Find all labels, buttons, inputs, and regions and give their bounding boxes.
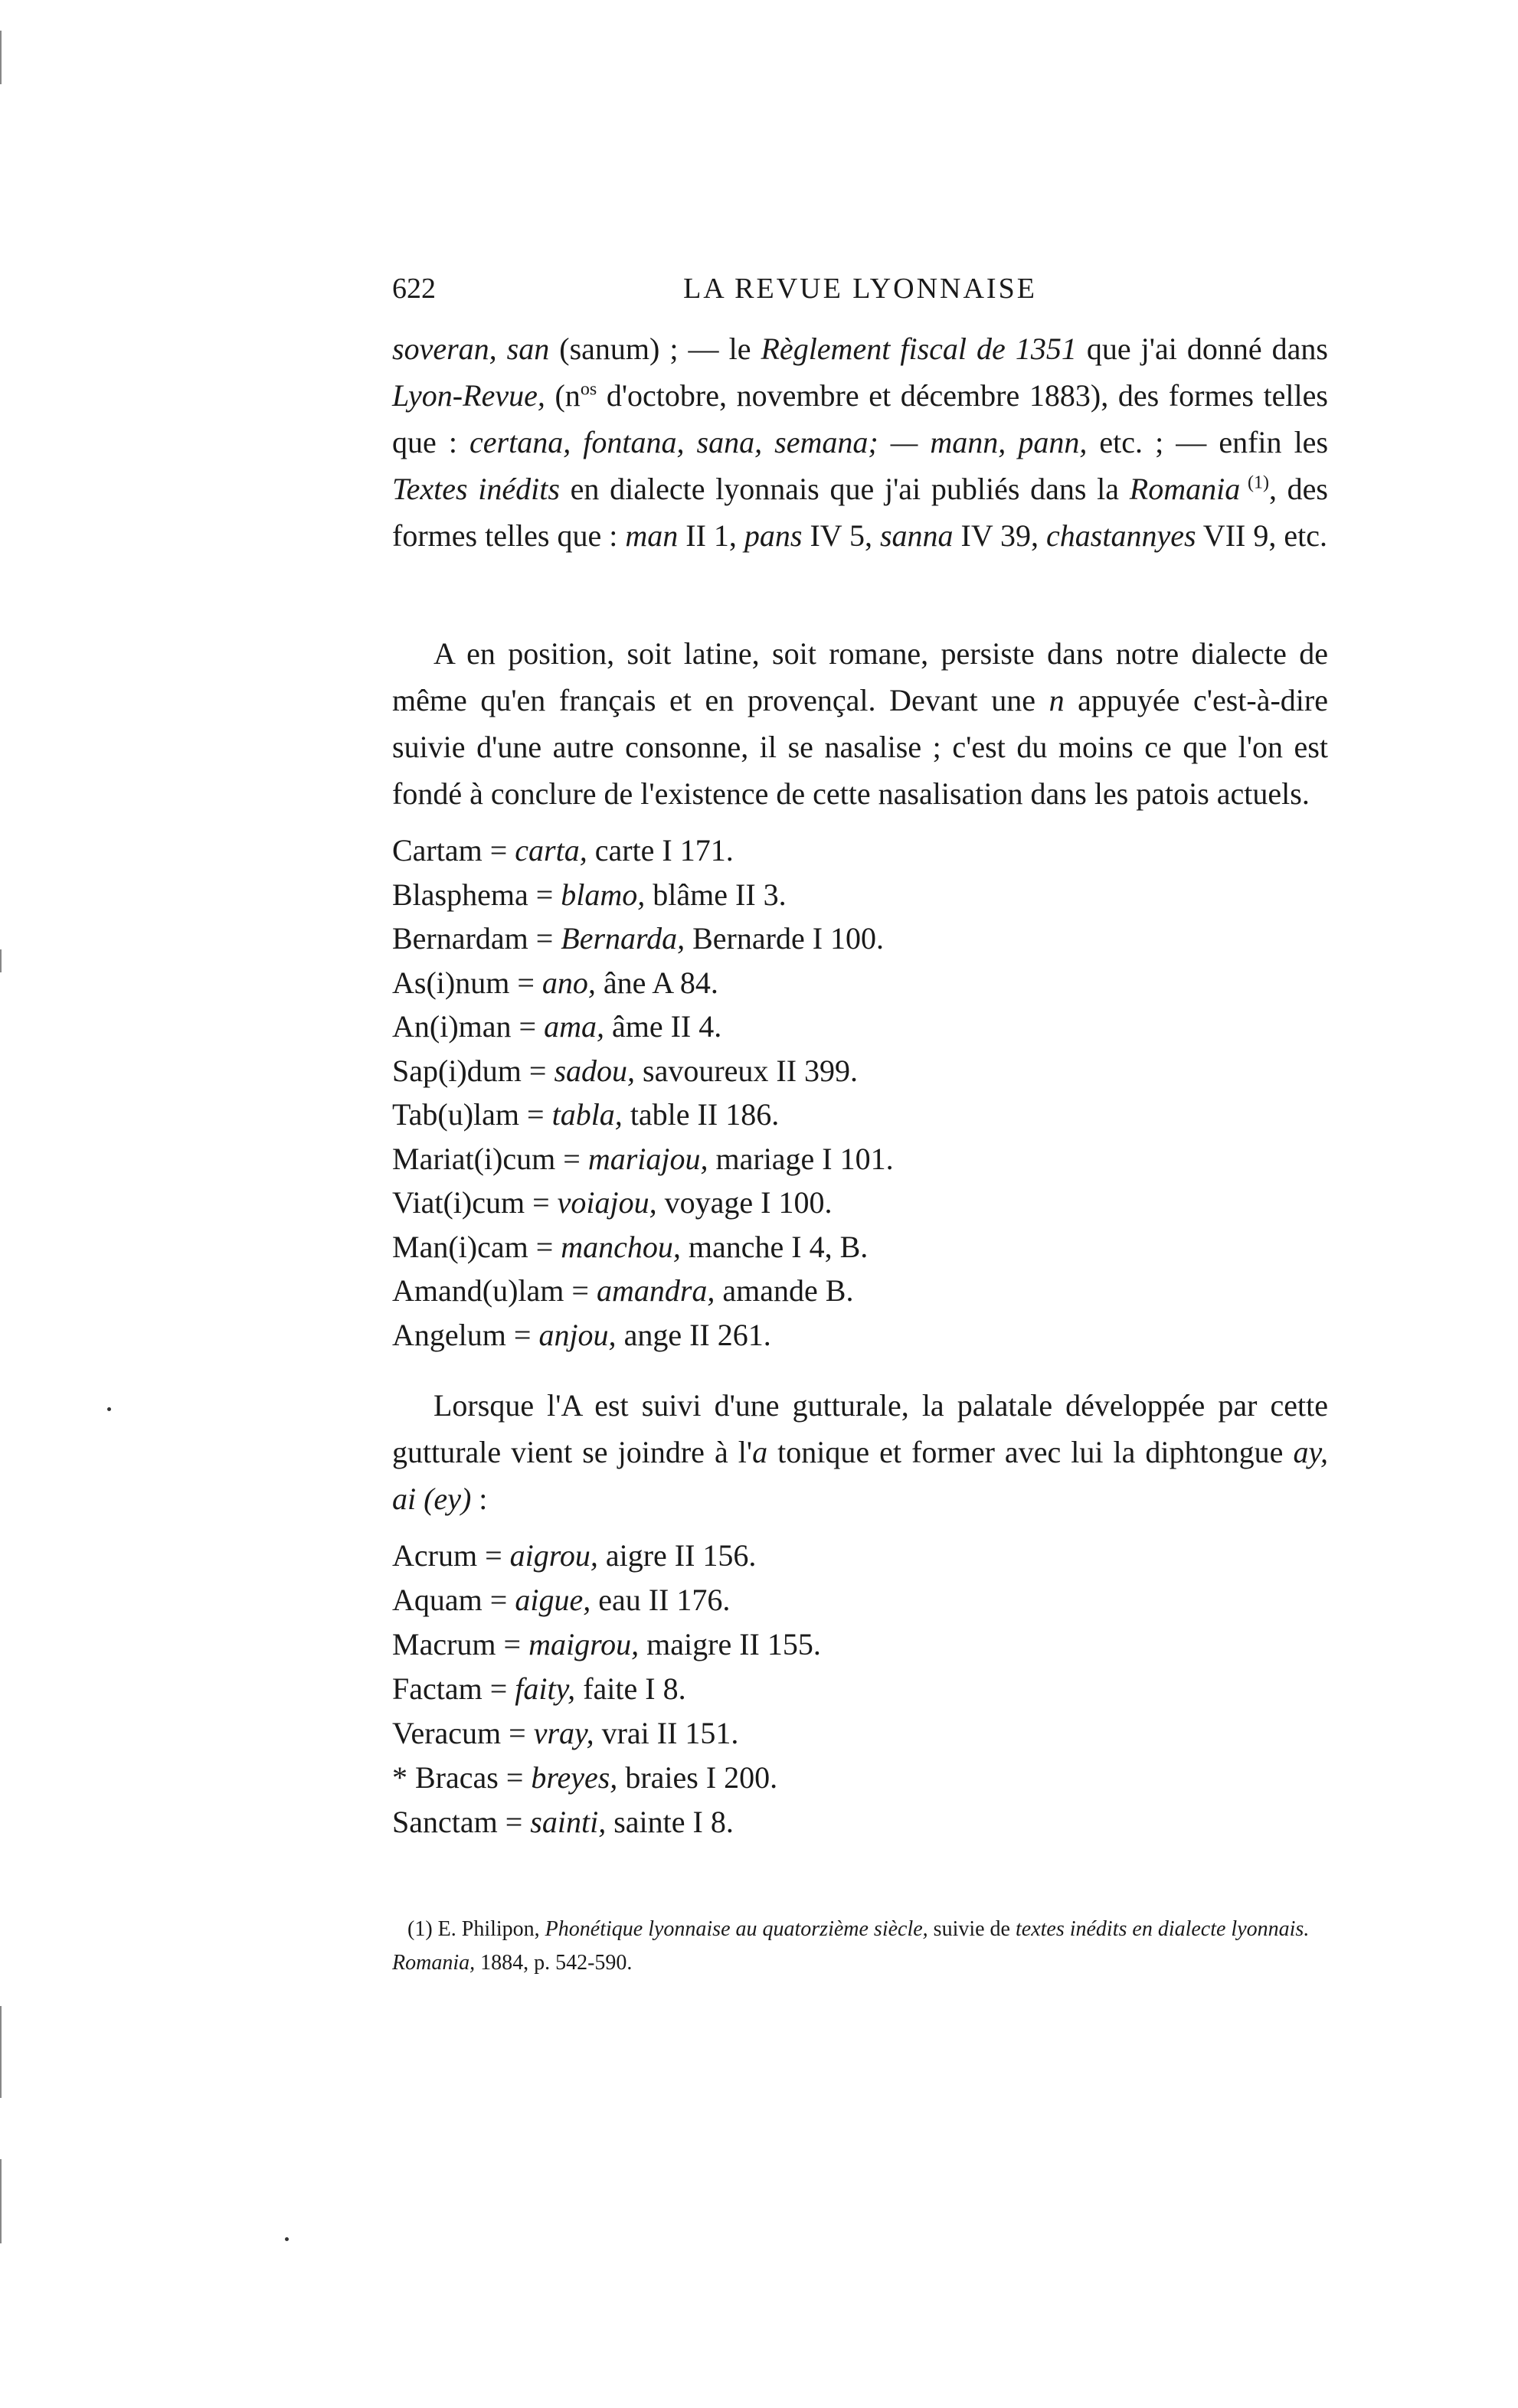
latin-form: Cartam (392, 833, 483, 867)
paragraph1-run: II 1, (678, 518, 744, 553)
paragraph1-run: soveran, san (392, 332, 550, 366)
paragraph3-run: ay, ai (ey) (392, 1435, 1329, 1516)
paragraph1-run: chastannyes (1046, 518, 1196, 553)
scan-speck (107, 1407, 111, 1411)
paragraph-3-text (392, 1382, 1328, 1522)
dialect-form: tabla, (551, 1097, 623, 1132)
equals-sign: = (505, 1317, 539, 1352)
translation-reference: ange II 261. (616, 1317, 771, 1352)
footnote-run: textes inédits en dialecte lyonnais. Romania, (392, 1917, 1310, 1975)
example-row (392, 961, 1328, 1005)
translation-reference: maigre II 155. (639, 1627, 821, 1661)
translation-reference: eau II 176. (591, 1583, 731, 1617)
equals-sign: = (519, 1097, 552, 1132)
paragraph1-run: IV 5, (802, 518, 880, 553)
paragraph1-run: Textes inédits (392, 472, 560, 506)
example-row (392, 1756, 1328, 1800)
paragraph1-run: en dialecte lyonnais que j'ai publiés dans la (559, 472, 1130, 506)
paragraph3-run: : (471, 1482, 488, 1516)
paragraph1-run: VII 9, etc. (1196, 518, 1327, 553)
example-row (392, 1800, 1328, 1844)
dialect-form: Bernarda, (561, 921, 685, 956)
examples-list-a-position (392, 828, 1328, 1357)
translation-reference: faite I 8. (575, 1671, 686, 1706)
example-row (392, 1269, 1328, 1313)
latin-form: Mariat(i)cum (392, 1141, 556, 1176)
equals-sign: = (528, 877, 561, 912)
dialect-form: anjou, (538, 1317, 617, 1352)
equals-sign: = (496, 1627, 529, 1661)
footnote-run: Phonétique lyonnaise au quatorzième siècle, (545, 1917, 928, 1941)
dialect-form: faity, (515, 1671, 576, 1706)
paragraph1-run: os (580, 379, 597, 400)
dialect-form: vray, (533, 1716, 594, 1750)
paragraph2-run: n (1049, 683, 1065, 717)
example-row (392, 1005, 1328, 1049)
latin-form: Aquam (392, 1583, 483, 1617)
translation-reference: manche I 4, B. (680, 1229, 869, 1264)
equals-sign: = (482, 833, 515, 867)
equals-sign: = (528, 921, 561, 956)
equals-sign: = (564, 1273, 597, 1308)
equals-sign: = (521, 1053, 555, 1088)
latin-form: Viat(i)cum (392, 1185, 525, 1220)
dialect-form: voiajou, (557, 1185, 657, 1220)
scan-edge-mark (0, 949, 2, 972)
translation-reference: amande B. (715, 1273, 854, 1308)
translation-reference: savoureux II 399. (635, 1053, 859, 1088)
example-row (392, 1578, 1328, 1622)
dialect-form: amandra, (596, 1273, 715, 1308)
translation-reference: sainte I 8. (606, 1805, 734, 1839)
page-header (392, 272, 1328, 318)
paragraph-1 (392, 325, 1328, 559)
example-row (392, 916, 1328, 961)
equals-sign: = (482, 1583, 515, 1617)
paragraph-1-text (392, 325, 1328, 559)
equals-sign: = (528, 1229, 561, 1264)
latin-form: Sap(i)dum (392, 1053, 522, 1088)
latin-form: Tab(u)lam (392, 1097, 520, 1132)
paragraph1-run: pans (744, 518, 803, 553)
paragraph-2-text (392, 630, 1328, 817)
translation-reference: braies I 200. (617, 1760, 778, 1795)
latin-form: Man(i)cam (392, 1229, 528, 1264)
equals-sign: = (498, 1760, 532, 1795)
latin-form: Veracum (392, 1716, 502, 1750)
dialect-form: aigrou, (509, 1538, 598, 1573)
equals-sign: = (511, 1009, 545, 1044)
paragraph1-run: man (625, 518, 679, 553)
dialect-form: breyes, (531, 1760, 618, 1795)
paragraph1-run: , des formes telles que : (392, 472, 1328, 553)
equals-sign: = (501, 1716, 534, 1750)
example-row (392, 1534, 1328, 1578)
translation-reference: aigre II 156. (597, 1538, 757, 1573)
example-row (392, 873, 1328, 917)
dialect-form: maigrou, (528, 1627, 640, 1661)
paragraph1-run: certana, fontana, sana, semana; — mann, pann, (469, 425, 1088, 459)
paragraph1-run: (n (545, 378, 581, 413)
dialect-form: carta, (515, 833, 587, 867)
paragraph3-run: a (752, 1435, 768, 1469)
latin-form: Acrum (392, 1538, 478, 1573)
example-row (392, 1711, 1328, 1756)
latin-form: Factam (392, 1671, 483, 1706)
translation-reference: voyage I 100. (656, 1185, 833, 1220)
example-row (392, 1667, 1328, 1711)
latin-form: As(i)num (392, 965, 510, 1000)
examples-list-gutturale (392, 1534, 1328, 1844)
paragraph1-run: (1) (1240, 472, 1269, 493)
footnote-run: suivie de (927, 1917, 1016, 1941)
equals-sign: = (525, 1185, 558, 1220)
scan-edge-mark (0, 2006, 2, 2098)
paragraph3-run: Lorsque l'A est suivi d'une gutturale, la palatale développée par cette gutturale vient se joindre à l' (392, 1388, 1328, 1469)
example-row (392, 1313, 1328, 1358)
dialect-form: ama, (544, 1009, 604, 1044)
paragraph1-run: que j'ai donné dans (1076, 332, 1329, 366)
paragraph-2 (392, 630, 1328, 817)
translation-reference: Bernarde I 100. (685, 921, 885, 956)
footnote (392, 1913, 1328, 1980)
running-title: LA REVUE LYONNAISE (683, 273, 1037, 305)
example-row (392, 1093, 1328, 1137)
latin-form: Blasphema (392, 877, 528, 912)
equals-sign: = (482, 1671, 515, 1706)
dialect-form: manchou, (561, 1229, 681, 1264)
latin-form: Macrum (392, 1627, 496, 1661)
page-number: 622 (392, 273, 436, 305)
paragraph-3 (392, 1382, 1328, 1522)
scan-edge-mark (0, 31, 2, 84)
dialect-form: sadou, (554, 1053, 636, 1088)
equals-sign: = (497, 1805, 531, 1839)
dialect-form: mariajou, (587, 1141, 708, 1176)
translation-reference: vrai II 151. (594, 1716, 739, 1750)
translation-reference: table II 186. (622, 1097, 780, 1132)
example-row (392, 1049, 1328, 1093)
scan-edge-mark (0, 2159, 2, 2243)
equals-sign: = (555, 1141, 588, 1176)
paragraph2-run: appuyée c'est-à-dire suivie d'une autre consonne, il se nasalise ; c'est du moins ce que l'on est fondé à conclure de l'existence de cette nasalisation dans les patois actuels. (392, 683, 1328, 811)
dialect-form: blamo, (561, 877, 646, 912)
translation-reference: blâme II 3. (645, 877, 787, 912)
latin-form: An(i)man (392, 1009, 512, 1044)
paragraph1-run: etc. ; — enfin les (1087, 425, 1329, 459)
paragraph1-run: (sanum) ; — le (549, 332, 761, 366)
paragraph1-run: Lyon-Revue, (392, 378, 545, 413)
translation-reference: mariage I 101. (708, 1141, 894, 1176)
scan-speck (285, 2237, 289, 2241)
translation-reference: âne A 84. (595, 965, 718, 1000)
equals-sign: = (509, 965, 542, 1000)
latin-form: Bernardam (392, 921, 528, 956)
dialect-form: aigue, (515, 1583, 591, 1617)
translation-reference: carte I 171. (587, 833, 734, 867)
paragraph1-run: IV 39, (953, 518, 1047, 553)
example-row (392, 1225, 1328, 1269)
example-row (392, 1181, 1328, 1225)
equals-sign: = (477, 1538, 510, 1573)
example-row (392, 828, 1328, 873)
latin-form: * Bracas (392, 1760, 499, 1795)
paragraph1-run: Règlement fiscal de 1351 (761, 332, 1077, 366)
dialect-form: ano, (541, 965, 596, 1000)
translation-reference: âme II 4. (604, 1009, 722, 1044)
latin-form: Angelum (392, 1317, 506, 1352)
footnote-run: (1) E. Philipon, (407, 1917, 545, 1941)
paragraph1-run: sanna (879, 518, 954, 553)
example-row (392, 1622, 1328, 1667)
latin-form: Amand(u)lam (392, 1273, 564, 1308)
latin-form: Sanctam (392, 1805, 498, 1839)
paragraph1-run: Romania (1129, 472, 1241, 506)
dialect-form: sainti, (530, 1805, 607, 1839)
paragraph1-run: d'octobre, novembre et décembre 1883), des formes telles que : (392, 378, 1328, 459)
example-row (392, 1137, 1328, 1181)
paragraph3-run: tonique et former avec lui la diphtongue (767, 1435, 1294, 1469)
footnote-run: 1884, p. 542-590. (475, 1951, 633, 1975)
paragraph2-run: A en position, soit latine, soit romane, persiste dans notre dialecte de même qu'en français et en provençal. Devant une (392, 636, 1328, 717)
